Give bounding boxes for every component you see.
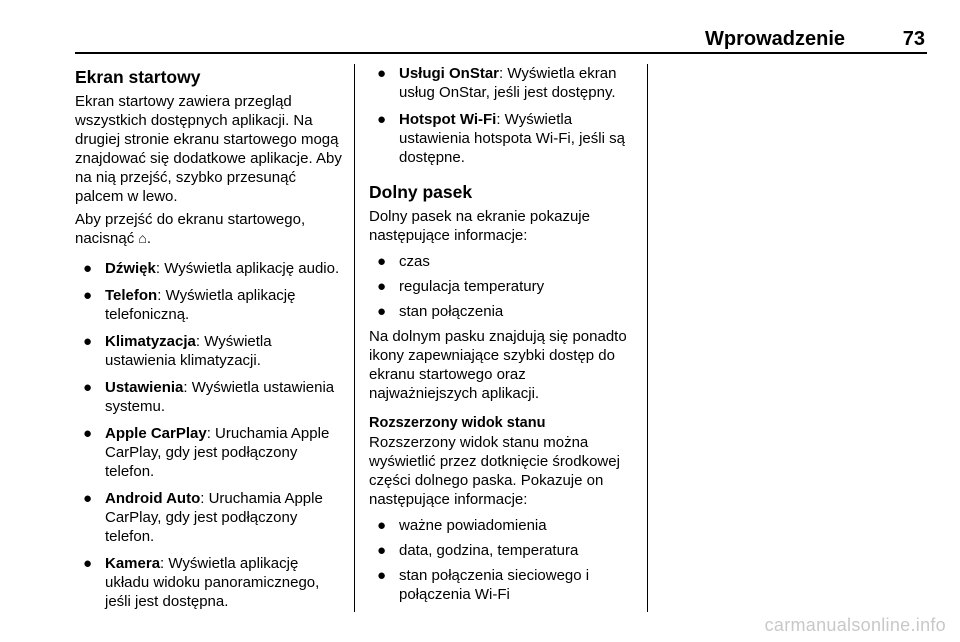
- list-item-text: : Wyświetla aplikację układu widoku panoramicznego, jeśli jest dostępna.: [105, 555, 320, 610]
- app-list-continued: [369, 64, 637, 167]
- header-rule: [75, 52, 927, 54]
- bullet-icon: ●: [377, 567, 387, 584]
- bullet-icon: ●: [83, 555, 93, 572]
- home-screen-intro: Ekran startowy zawiera przegląd wszystkich dostępnych aplikacji. Na drugiej stronie ekranu startowego mogą znajdować się dodatkowe aplikacje. Aby na nią przejść, szybko przesunąć palcem w lewo.: [75, 93, 342, 205]
- bullet-icon: ●: [83, 333, 93, 350]
- extended-status-list: [369, 516, 637, 604]
- list-item-term: Kamera: [105, 555, 161, 572]
- bullet-icon: ●: [83, 287, 93, 304]
- list-item-text: : Wyświetla aplikację telefoniczną.: [105, 287, 296, 323]
- section-heading-bottom-bar: Dolny pasek: [369, 182, 473, 202]
- list-item: [75, 332, 343, 370]
- list-item-text: regulacja temperatury: [399, 278, 545, 295]
- list-item-text: : Wyświetla ustawienia hotspota Wi-Fi, jeśli są dostępne.: [399, 111, 625, 166]
- bullet-icon: ●: [83, 425, 93, 442]
- watermark: carmanualsonline.info: [764, 615, 946, 635]
- bullet-icon: ●: [377, 253, 387, 270]
- list-item-term: Android Auto: [105, 490, 201, 507]
- page-title: Wprowadzenie: [704, 28, 845, 50]
- column-divider-1: [354, 64, 355, 612]
- page-number: 73: [902, 28, 925, 50]
- bullet-icon: ●: [83, 490, 93, 507]
- list-item: [369, 516, 637, 535]
- list-item: [369, 566, 637, 604]
- list-item: [75, 286, 343, 324]
- list-item-text: ważne powiadomienia: [399, 517, 547, 534]
- list-item-term: Usługi OnStar: [399, 65, 500, 82]
- home-screen-instruction: [75, 210, 343, 248]
- list-item: [75, 554, 343, 611]
- page-header: [75, 28, 927, 50]
- list-item-text: : Uruchamia Apple CarPlay, gdy jest podłączony telefon.: [105, 490, 323, 545]
- column-divider-2: [647, 64, 648, 612]
- bottom-bar-description: Na dolnym pasku znajdują się ponadto ikony zapewniające szybki dostęp do ekranu startowego oraz najważniejszych aplikacji.: [369, 328, 627, 402]
- list-item-text: data, godzina, temperatura: [399, 542, 579, 559]
- app-list: [75, 259, 343, 611]
- instruction-suffix: .: [146, 230, 152, 247]
- bottom-bar-intro: Dolny pasek na ekranie pokazuje następujące informacje:: [369, 208, 590, 244]
- list-item-term: Apple CarPlay: [105, 425, 207, 442]
- list-item: [75, 259, 343, 278]
- list-item: [369, 277, 637, 296]
- list-item-term: Hotspot Wi-Fi: [399, 111, 497, 128]
- list-item-text: : Uruchamia Apple CarPlay, gdy jest podłączony telefon.: [105, 425, 330, 480]
- home-icon: ⌂: [138, 230, 147, 246]
- list-item-text: stan połączenia sieciowego i połączenia Wi-Fi: [399, 567, 590, 603]
- list-item: [75, 489, 343, 546]
- bullet-icon: ●: [377, 517, 387, 534]
- bullet-icon: ●: [377, 65, 387, 82]
- extended-status-description: Rozszerzony widok stanu można wyświetlić przez dotknięcie środkowej części dolnego paska. Pokazuje on następujące informacje:: [369, 434, 620, 508]
- list-item: [369, 541, 637, 560]
- section-heading-home-screen: Ekran startowy: [75, 67, 201, 87]
- list-item-text: stan połączenia: [399, 303, 504, 320]
- left-column: [75, 64, 343, 619]
- list-item: [75, 378, 343, 416]
- bullet-icon: ●: [377, 278, 387, 295]
- bullet-icon: ●: [377, 303, 387, 320]
- list-item: [369, 302, 637, 321]
- bullet-icon: ●: [83, 379, 93, 396]
- list-item-term: Telefon: [105, 287, 158, 304]
- list-item: [75, 424, 343, 481]
- bottom-bar-info-list: [369, 252, 637, 321]
- list-item-text: : Wyświetla aplikację audio.: [155, 260, 340, 277]
- right-column: [369, 64, 637, 610]
- instruction-text: Aby przejść do ekranu startowego, nacisnąć: [75, 211, 306, 247]
- list-item-text: : Wyświetla ustawienia klimatyzacji.: [105, 333, 272, 369]
- list-item-text: : Wyświetla ekran usług OnStar, jeśli jest dostępny.: [399, 65, 617, 101]
- bullet-icon: ●: [377, 111, 387, 128]
- list-item-term: Ustawienia: [105, 379, 184, 396]
- list-item-text: : Wyświetla ustawienia systemu.: [105, 379, 335, 415]
- list-item-term: Klimatyzacja: [105, 333, 196, 350]
- list-item-term: Dźwięk: [105, 260, 156, 277]
- list-item: [369, 110, 637, 167]
- subsection-heading-extended-status: Rozszerzony widok stanu: [369, 415, 546, 431]
- list-item: [369, 252, 637, 271]
- list-item: [369, 64, 637, 102]
- list-item-text: czas: [399, 253, 430, 270]
- bullet-icon: ●: [83, 260, 93, 277]
- bullet-icon: ●: [377, 542, 387, 559]
